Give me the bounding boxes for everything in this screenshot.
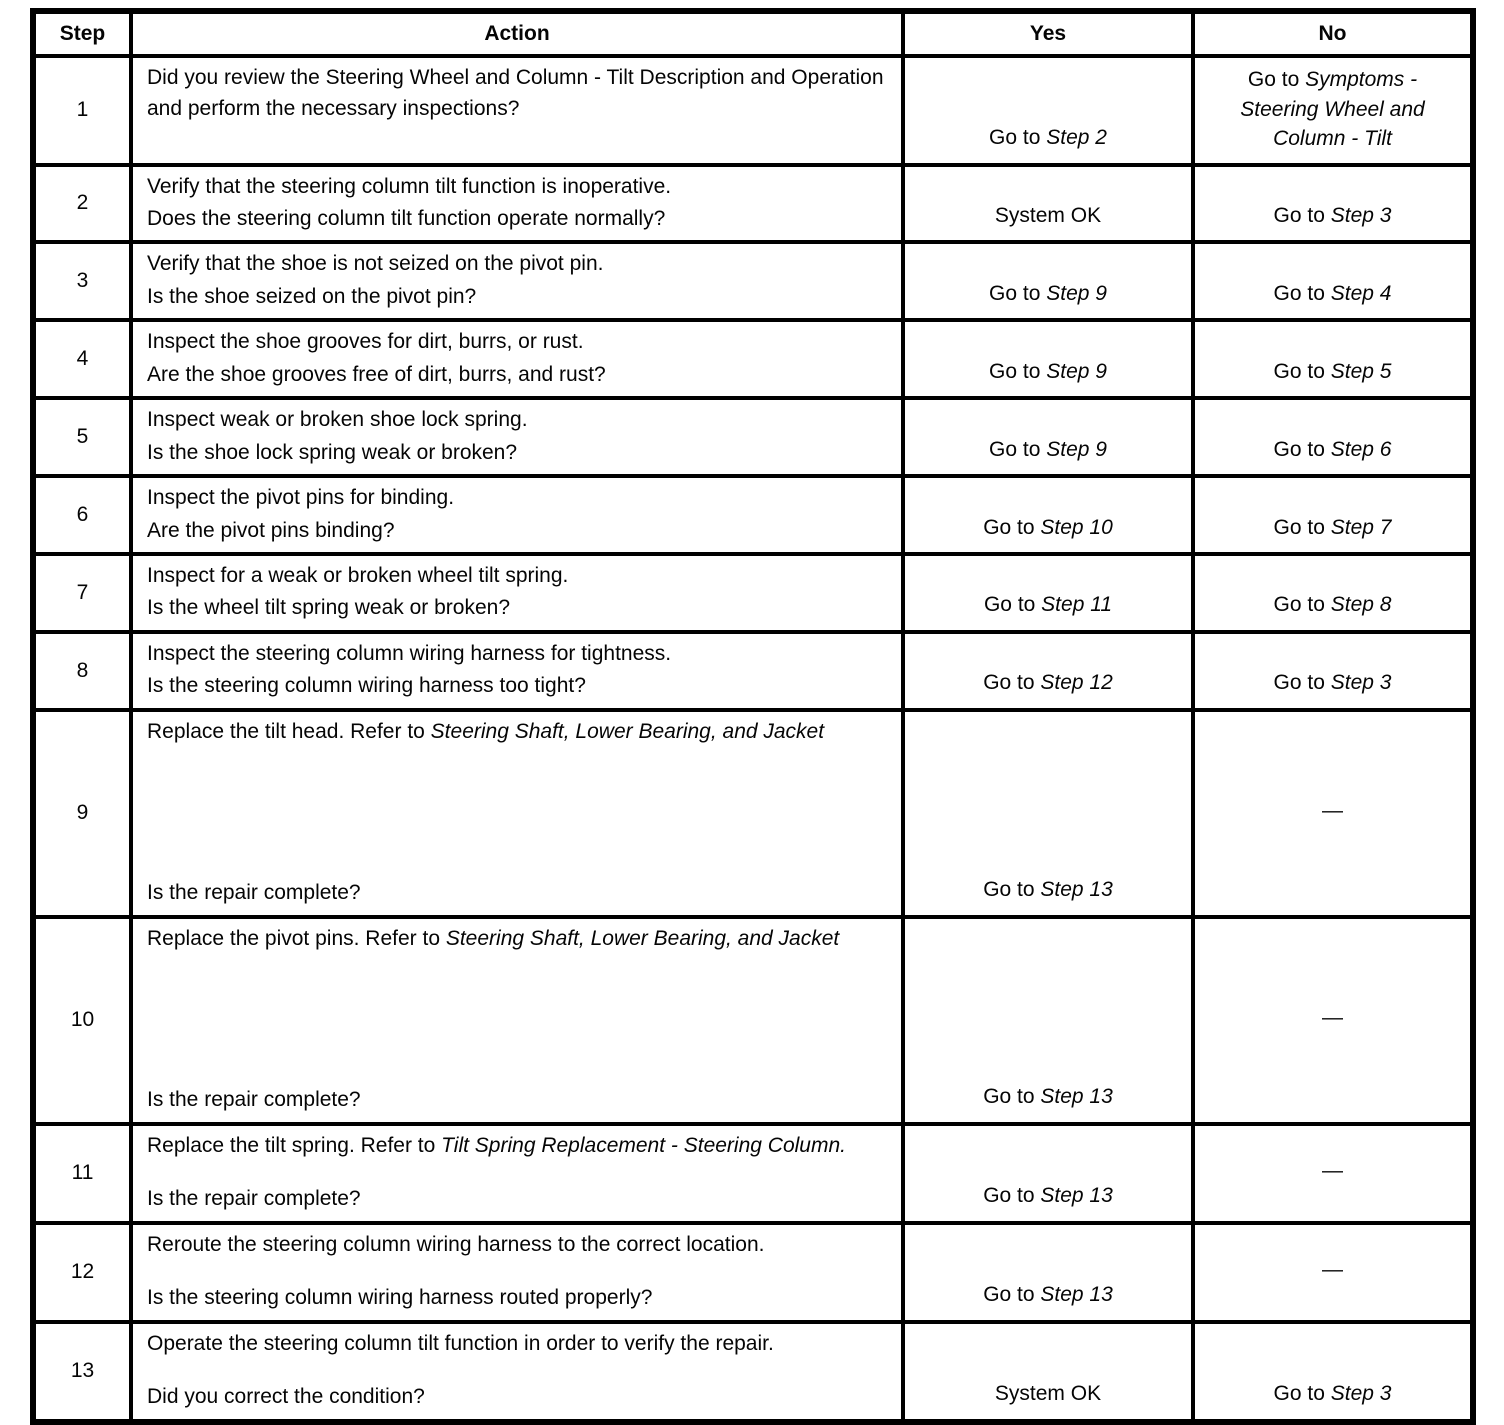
action-statement: Verify that the steering column tilt function is inoperative. — [147, 174, 672, 198]
action-statement: Inspect the pivot pins for binding. — [147, 486, 455, 510]
action-statement: Operate the steering column tilt function in order to verify the repair. — [147, 1331, 774, 1355]
action-cell — [131, 710, 903, 917]
step-number: 2 — [33, 165, 131, 243]
yes-cell: Go to Step 12 — [903, 632, 1193, 710]
yes-cell: Go to Step 13 — [903, 1223, 1193, 1322]
action-statement: Replace the tilt head. Refer to Steering Shaft, Lower Bearing, and Jacket — [147, 719, 825, 743]
column-header-yes: Yes — [903, 11, 1193, 56]
yes-cell: System OK — [903, 165, 1193, 243]
action-question: Does the steering column tilt function operate normally? — [147, 207, 666, 231]
no-cell: Go to Symptoms - Steering Wheel and Column - Tilt — [1193, 56, 1473, 164]
table-row-step-12 — [33, 1223, 1473, 1322]
step-number: 4 — [33, 320, 131, 398]
action-question: Is the repair complete? — [147, 881, 361, 905]
yes-cell: Go to Step 9 — [903, 398, 1193, 476]
action-statement: Inspect the shoe grooves for dirt, burrs, or rust. — [147, 330, 584, 354]
action-question: Are the pivot pins binding? — [147, 518, 395, 542]
no-cell: — — [1193, 710, 1473, 917]
no-cell: Go to Step 3 — [1193, 1322, 1473, 1422]
no-cell: Go to Step 5 — [1193, 320, 1473, 398]
table-row-step-2 — [33, 165, 1473, 243]
diagnostic-table — [30, 8, 1476, 1425]
yes-cell: Go to Step 13 — [903, 1124, 1193, 1223]
action-cell — [131, 398, 903, 476]
table-row-step-6 — [33, 476, 1473, 554]
action-cell — [131, 242, 903, 320]
yes-cell: Go to Step 13 — [903, 710, 1193, 917]
yes-cell: Go to Step 11 — [903, 554, 1193, 632]
action-question: Is the repair complete? — [147, 1088, 361, 1112]
action-question: Did you correct the condition? — [147, 1385, 425, 1409]
table-row-step-9 — [33, 710, 1473, 917]
action-cell — [131, 1124, 903, 1223]
no-cell: Go to Step 8 — [1193, 554, 1473, 632]
action-cell — [131, 554, 903, 632]
action-cell — [131, 165, 903, 243]
action-cell — [131, 632, 903, 710]
yes-cell: System OK — [903, 1322, 1193, 1422]
header-row — [33, 11, 1473, 56]
step-number: 1 — [33, 56, 131, 164]
action-statement: Verify that the shoe is not seized on the pivot pin. — [147, 252, 604, 276]
column-header-action: Action — [131, 11, 903, 56]
yes-cell: Go to Step 2 — [903, 56, 1193, 164]
step-number: 3 — [33, 242, 131, 320]
table-row-step-11 — [33, 1124, 1473, 1223]
table-row-step-13 — [33, 1322, 1473, 1422]
action-statement: Inspect for a weak or broken wheel tilt spring. — [147, 563, 569, 587]
action-statement: Inspect weak or broken shoe lock spring. — [147, 408, 528, 432]
no-cell: Go to Step 3 — [1193, 165, 1473, 243]
action-question: Is the wheel tilt spring weak or broken? — [147, 596, 511, 620]
step-number: 10 — [33, 917, 131, 1124]
action-question: Is the steering column wiring harness routed properly? — [147, 1286, 653, 1310]
action-cell — [131, 320, 903, 398]
column-header-step: Step — [33, 11, 131, 56]
table-row-step-7 — [33, 554, 1473, 632]
no-cell: — — [1193, 1124, 1473, 1223]
no-cell: Go to Step 7 — [1193, 476, 1473, 554]
action-cell — [131, 917, 903, 1124]
yes-cell: Go to Step 9 — [903, 242, 1193, 320]
no-cell: Go to Step 6 — [1193, 398, 1473, 476]
table-row-step-1 — [33, 56, 1473, 164]
yes-cell: Go to Step 13 — [903, 917, 1193, 1124]
table-row-step-3 — [33, 242, 1473, 320]
no-cell: — — [1193, 1223, 1473, 1322]
action-cell — [131, 56, 903, 164]
action-question: Is the shoe lock spring weak or broken? — [147, 440, 518, 464]
action-statement: Replace the tilt spring. Refer to Tilt Spring Replacement - Steering Column. — [147, 1133, 846, 1157]
action-statement: Did you review the Steering Wheel and Column - Tilt Description and Operation and perform the necessary inspections? — [147, 66, 884, 120]
step-number: 11 — [33, 1124, 131, 1223]
no-cell: Go to Step 4 — [1193, 242, 1473, 320]
action-cell — [131, 476, 903, 554]
step-number: 7 — [33, 554, 131, 632]
action-statement: Replace the pivot pins. Refer to Steering Shaft, Lower Bearing, and Jacket — [147, 926, 840, 950]
action-cell — [131, 1223, 903, 1322]
no-cell: Go to Step 3 — [1193, 632, 1473, 710]
table-row-step-5 — [33, 398, 1473, 476]
step-number: 13 — [33, 1322, 131, 1422]
action-question: Is the shoe seized on the pivot pin? — [147, 284, 477, 308]
action-statement: Reroute the steering column wiring harness to the correct location. — [147, 1232, 765, 1256]
column-header-no: No — [1193, 11, 1473, 56]
step-number: 5 — [33, 398, 131, 476]
table-row-step-10 — [33, 917, 1473, 1124]
yes-cell: Go to Step 9 — [903, 320, 1193, 398]
action-question: Are the shoe grooves free of dirt, burrs, and rust? — [147, 362, 606, 386]
action-cell — [131, 1322, 903, 1422]
yes-cell: Go to Step 10 — [903, 476, 1193, 554]
table-row-step-8 — [33, 632, 1473, 710]
table-row-step-4 — [33, 320, 1473, 398]
step-number: 12 — [33, 1223, 131, 1322]
step-number: 8 — [33, 632, 131, 710]
action-question: Is the steering column wiring harness too tight? — [147, 674, 586, 698]
action-question: Is the repair complete? — [147, 1187, 361, 1211]
action-statement: Inspect the steering column wiring harness for tightness. — [147, 641, 672, 665]
step-number: 9 — [33, 710, 131, 917]
no-cell: — — [1193, 917, 1473, 1124]
step-number: 6 — [33, 476, 131, 554]
